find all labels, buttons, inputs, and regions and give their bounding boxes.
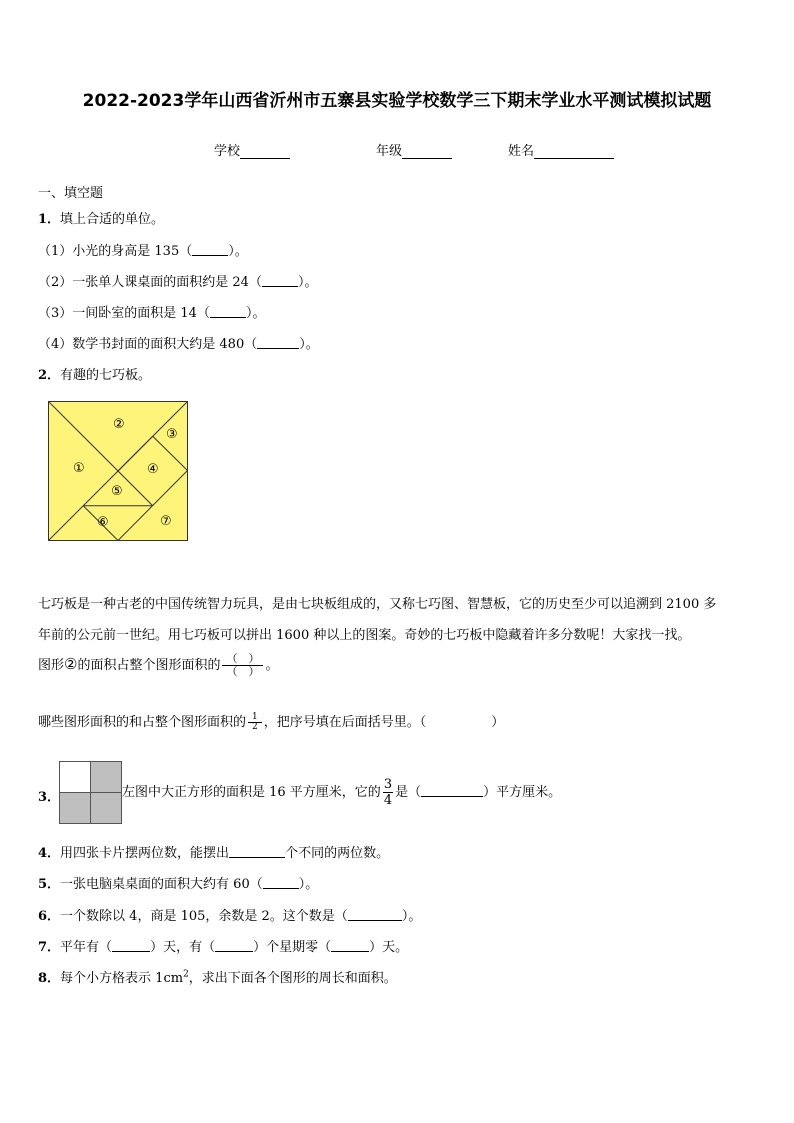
question-number: 3． [38,790,61,805]
q1-item-text: （4）数学书封面的面积大约是 480（ [38,337,258,352]
question-text: 填上合适的单位。 [60,212,165,227]
question-number: 7． [38,940,61,955]
piece-3-label: ③ [166,427,178,442]
question-text: 每个小方格表示 1cm [60,971,184,986]
question-5 [38,873,318,892]
question-text-end: ）。 [298,877,319,892]
tangram-figure [47,400,191,544]
q1-item-end: ）。 [245,306,266,321]
grade-field [376,140,452,159]
question-text: 用四张卡片摆两位数，能摆出 [60,846,230,861]
name-label: 姓名 [508,144,535,159]
white-cell [60,762,91,793]
question-number: 1． [38,212,61,227]
shaded-cell [91,793,122,824]
question-text-end: ）天。 [369,940,409,955]
grade-label: 年级 [376,144,403,159]
answer-blank[interactable] [257,336,299,349]
answer-blank[interactable] [263,876,299,889]
question-text: 一张电脑桌桌面的面积大约有 60（ [60,877,263,892]
piece-7-label: ⑦ [160,514,172,529]
fraction-numerator: （ ） [222,653,263,666]
question-number: 6． [38,909,61,924]
exam-title: 2022-2023学年山西省沂州市五寨县实验学校数学三下期末学业水平测试模拟试题 [82,91,712,111]
question-number: 2． [38,368,61,383]
school-label: 学校 [214,144,241,159]
question-text: 一个数除以 4，商是 105，余数是 2。这个数是（ [60,909,348,924]
sub1-prefix: 图形 [38,658,65,673]
question-6 [38,905,421,924]
fraction-answer[interactable] [222,653,263,678]
fraction-denominator: 4 [383,793,393,808]
answer-blank[interactable] [192,243,228,256]
q1-item-text: （1）小光的身高是 135（ [38,244,193,259]
q1-item-end: ）。 [228,244,248,259]
question-7 [38,936,408,955]
answer-blank[interactable] [348,908,402,921]
piece-ref: ② [64,655,78,673]
fraction-numerator: 3 [383,777,393,792]
q2-subquestion-2 [38,711,504,732]
section-heading: 一、填空题 [38,186,104,201]
q1-item-end: ）。 [297,275,318,290]
q2-paragraph-1: 七巧板是一种古老的中国传统智力玩具，是由七块板组成的，又称七巧图、智慧板，它的历史至少可以追溯到 2100 多 [38,597,717,612]
q2-subquestion-1 [38,653,279,678]
quarter-square-figure [59,761,123,825]
fraction-numerator: 1 [248,713,262,723]
shaded-cell [60,793,91,824]
q1-item-text: （3）一间卧室的面积是 14（ [38,306,210,321]
name-blank[interactable] [534,144,614,159]
question-3 [122,776,561,810]
answer-blank[interactable] [262,274,298,287]
question-number: 8． [38,971,61,986]
piece-6-label: ⑥ [97,515,109,530]
name-field [508,140,614,159]
fraction-denominator: 2 [252,722,258,732]
grade-blank[interactable] [402,144,452,159]
superscript: 2 [183,969,189,980]
answer-blank[interactable] [210,305,246,318]
school-blank[interactable] [240,144,290,159]
question-1 [38,208,164,227]
question-text: ）个星期零（ [253,940,332,955]
question-4 [38,842,389,861]
question-text: 有趣的七巧板。 [60,368,152,383]
fraction-denominator: （ ） [226,665,260,678]
q1-item-text: （2）一张单人课桌面的面积约是 24（ [38,275,262,290]
piece-5-label: ⑤ [111,484,123,499]
piece-2-label: ② [113,417,125,432]
q1-item-end: ）。 [299,337,319,352]
question-3-number [38,786,60,805]
piece-4-label: ④ [147,462,159,477]
days-blank[interactable] [112,939,150,952]
question-number: 4． [38,846,61,861]
shaded-cell [91,762,122,793]
question-2 [38,364,151,383]
sub2-prefix: 哪些图形面积的和占整个图形面积的 [38,715,247,730]
answer-blank[interactable] [421,784,483,797]
q1-item-3 [38,302,265,321]
q1-item-4 [38,333,319,352]
question-8 [38,967,397,986]
question-text-end: ）。 [401,909,422,924]
question-text: 是（ [395,785,422,800]
school-field [214,140,290,159]
answer-blank[interactable] [229,845,285,858]
sub2-end: ，把序号填在后面括号里。（ ） [263,715,505,730]
q1-item-1 [38,240,248,259]
weeks-blank[interactable] [215,939,253,952]
fraction-half [248,713,262,732]
sub1-middle: 的面积占整个图形面积的 [77,658,221,673]
remaining-days-blank[interactable] [331,939,369,952]
question-number: 5． [38,877,61,892]
question-text: 平年有（ [60,940,113,955]
question-text-end: 个不同的两位数。 [285,846,390,861]
question-text-end: ）平方厘米。 [483,785,562,800]
sub1-end: 。 [265,658,279,673]
question-text: ）天，有（ [150,940,216,955]
fraction-three-quarters [383,777,393,808]
question-text-end: ，求出下面各个图形的周长和面积。 [188,971,397,986]
q2-paragraph-2: 年前的公元前一世纪。用七巧板可以拼出 1600 种以上的图案。奇妙的七巧板中隐藏着许多分数呢！大家找一找。 [38,628,691,643]
q1-item-2 [38,271,317,290]
question-text: 左图中大正方形的面积是 16 平方厘米，它的 [122,785,381,800]
piece-1-label: ① [73,461,85,476]
